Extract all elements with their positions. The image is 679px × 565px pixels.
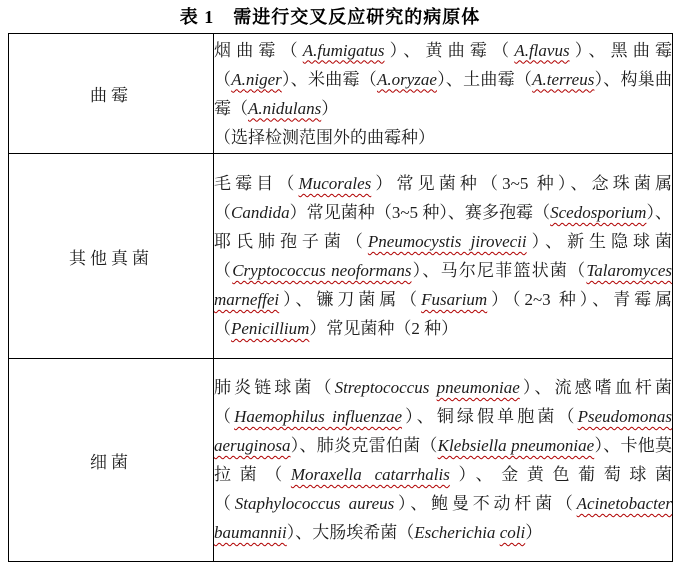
- text-run: ）、黑曲霉（: [214, 40, 673, 89]
- species-latin-name: Pneumocystis jirovecii: [367, 232, 527, 251]
- species-latin-name: Moraxella catarrhalis: [290, 465, 450, 484]
- text-run: ）常见菌种（3~5 种）、念珠菌属（: [214, 174, 673, 222]
- table-caption: 表 1 需进行交叉反应研究的病原体: [179, 7, 481, 27]
- text-run: ）、土曲霉（: [436, 69, 533, 89]
- table-row-aspergillus: [9, 34, 673, 154]
- species-latin-name: A.niger: [231, 69, 282, 89]
- text-run: （选择检测范围外的曲霉种）: [214, 127, 435, 147]
- text-run: ）、大肠埃希菌（: [286, 523, 415, 542]
- species-latin-name: Escherichia: [414, 523, 500, 542]
- text-run: ）、鲍曼不动杆菌（: [394, 494, 577, 513]
- text-run: ）: [525, 523, 543, 542]
- text-run: ）、耶氏肺孢子菌（: [214, 203, 673, 251]
- row-content-other-fungi: [214, 154, 673, 359]
- species-latin-name: coli: [499, 523, 526, 542]
- content-paragraph: [214, 373, 672, 547]
- content-paragraph: [214, 123, 672, 152]
- species-latin-name: A.fumigatus: [302, 40, 385, 60]
- text-run: ）、新生隐球菌（: [214, 232, 673, 280]
- text-run: ）（2~3 种）、青霉属（: [214, 290, 672, 338]
- row-content-aspergillus: [214, 34, 673, 154]
- text-run: ）、构巢曲霉（: [214, 69, 673, 118]
- text-run: ）、黄曲霉（: [384, 40, 515, 60]
- content-paragraph: [214, 36, 672, 123]
- species-latin-name: Scedosporium: [550, 203, 647, 222]
- text-run: ）、肺炎克雷伯菌（: [290, 436, 438, 455]
- row-content-bacteria: [214, 359, 673, 562]
- species-latin-name: Streptococcus: [334, 378, 437, 397]
- content-paragraph: [214, 169, 672, 343]
- table-row-other-fungi: [9, 154, 673, 359]
- species-latin-name: Candida: [231, 203, 290, 222]
- row-category-label-bacteria: 细菌: [9, 359, 214, 562]
- table-row-bacteria: [9, 359, 673, 562]
- species-latin-name: A.oryzae: [376, 69, 437, 89]
- text-run: ）、马尔尼菲篮状菌（: [411, 261, 587, 280]
- text-run: 毛霉目（: [214, 174, 299, 193]
- species-latin-name: Cryptococcus neoformans: [232, 261, 412, 280]
- row-category-label-other-fungi: 其他真菌: [9, 154, 214, 359]
- text-run: ）、金黄色葡萄球菌（: [214, 465, 673, 513]
- species-latin-name: Pseudomonas aeruginosa: [214, 407, 673, 455]
- row-category-label-aspergillus: 曲霉: [9, 34, 214, 154]
- text-run: ）、米曲霉（: [281, 69, 377, 89]
- species-latin-name: Staphylococcus aureus: [234, 494, 395, 513]
- text-run: ）常见菌种（3~5 种）、赛多孢霉（: [289, 203, 551, 222]
- species-latin-name: Klebsiella pneumoniae: [437, 436, 595, 455]
- species-latin-name: A.terreus: [532, 69, 595, 89]
- text-run: ）、铜绿假单胞菌（: [402, 407, 578, 426]
- species-latin-name: A.nidulans: [248, 98, 322, 118]
- pathogen-table: [8, 33, 673, 562]
- species-latin-name: pneumoniae: [436, 378, 520, 397]
- species-latin-name: Talaromyces marneffei: [214, 261, 672, 309]
- text-run: 肺炎链球菌（: [214, 378, 335, 397]
- text-run: 烟曲霉（: [214, 40, 303, 60]
- text-run: ）、卡他莫拉菌（: [214, 436, 673, 484]
- species-latin-name: Haemophilus influenzae: [234, 407, 403, 426]
- text-run: ）常见菌种（2 种）: [309, 319, 459, 338]
- species-latin-name: Penicillium: [231, 319, 310, 338]
- text-run: ）、镰刀菌属（: [279, 290, 422, 309]
- species-latin-name: A.flavus: [514, 40, 570, 60]
- species-latin-name: Mucorales: [298, 174, 372, 193]
- text-run: ）、流感嗜血杆菌（: [214, 378, 673, 426]
- text-run: ）: [321, 98, 339, 118]
- species-latin-name: Fusarium: [421, 290, 488, 309]
- species-latin-name: Acinetobacter baumannii: [214, 494, 673, 542]
